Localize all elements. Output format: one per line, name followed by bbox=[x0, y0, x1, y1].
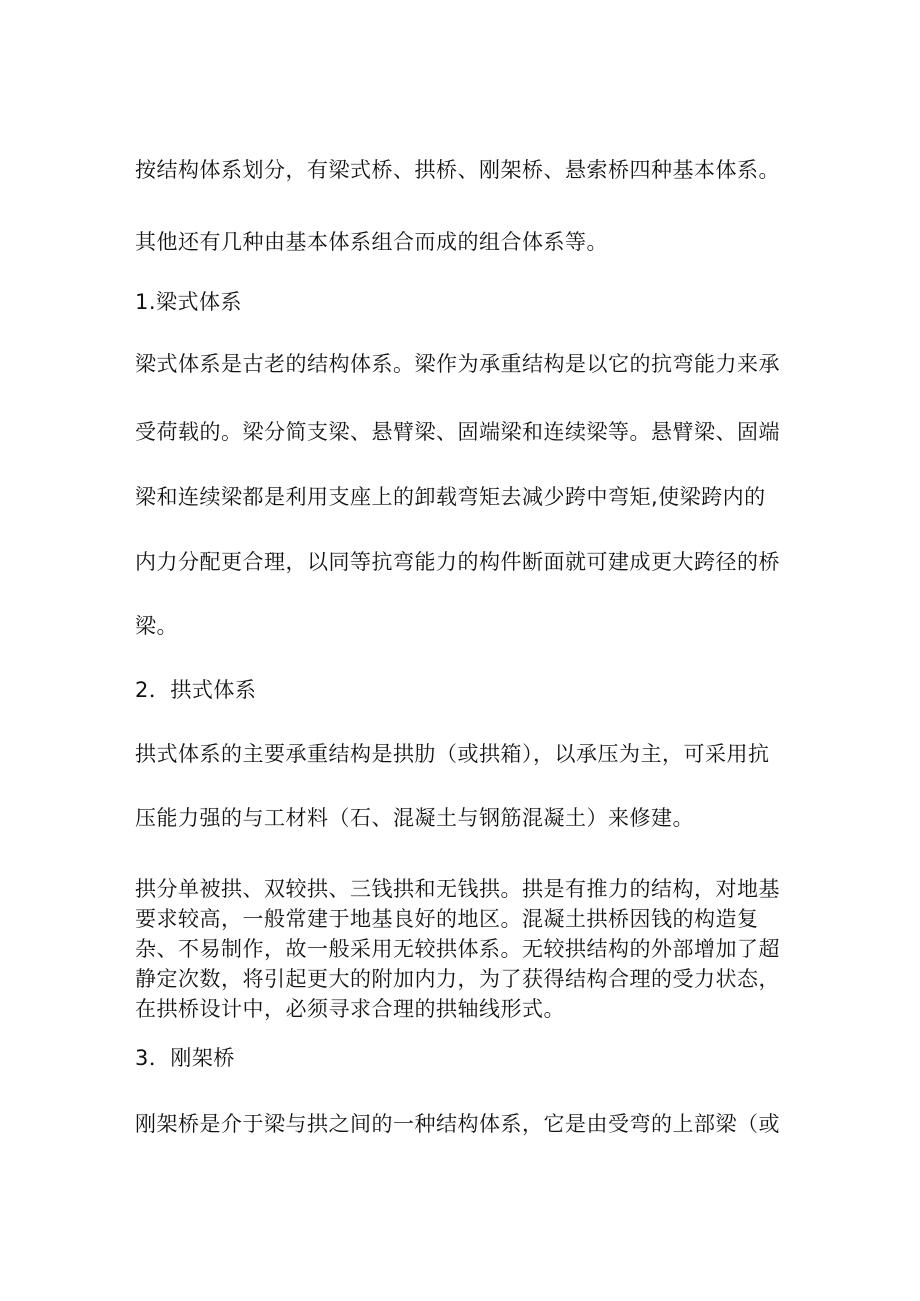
section-heading: 3．刚架桥 bbox=[135, 1046, 235, 1070]
paragraph-line: 刚架桥是介于梁与拱之间的一种结构体系，它是由受弯的上部梁（或 bbox=[135, 1112, 780, 1136]
paragraph-line: 梁式体系是古老的结构体系。梁作为承重结构是以它的抗弯能力来承 bbox=[135, 352, 780, 376]
paragraph-line: 内力分配更合理，以同等抗弯能力的构件断面就可建成更大跨径的桥 bbox=[135, 550, 780, 574]
section-heading: 2．拱式体系 bbox=[135, 678, 257, 702]
paragraph-line: 拱式体系的主要承重结构是拱肋（或拱箱），以承压为主，可采用抗 bbox=[135, 742, 770, 766]
paragraph-line: 梁。 bbox=[135, 614, 178, 638]
paragraph-line: 要求较高，一般常建于地基良好的地区。混凝土拱桥因钱的构造复 bbox=[135, 907, 759, 931]
paragraph-line: 受荷载的。梁分简支梁、悬臂梁、固端梁和连续梁等。悬臂梁、固端 bbox=[135, 420, 780, 444]
paragraph-line: 梁和连续梁都是利用支座上的卸载弯矩去减少跨中弯矩,使梁跨内的 bbox=[135, 485, 766, 509]
paragraph-line: 静定次数，将引起更大的附加内力，为了获得结构合理的受力状态， bbox=[135, 967, 780, 991]
paragraph-line: 杂、不易制作，故一般采用无较拱体系。无较拱结构的外部增加了超 bbox=[135, 937, 780, 961]
paragraph-line: 其他还有几种由基本体系组合而成的组合体系等。 bbox=[135, 230, 608, 254]
paragraph-line: 压能力强的与工材料（石、混凝土与钢筋混凝土）来修建。 bbox=[135, 806, 694, 830]
paragraph-line: 在拱桥设计中，必须寻求合理的拱轴线形式。 bbox=[135, 997, 565, 1021]
section-heading: 1.梁式体系 bbox=[135, 290, 243, 314]
paragraph-line: 拱分单被拱、双较拱、三钱拱和无钱拱。拱是有推力的结构，对地基 bbox=[135, 877, 780, 901]
paragraph-line: 按结构体系划分，有梁式桥、拱桥、刚架桥、悬索桥四种基本体系。 bbox=[135, 158, 780, 182]
dense-paragraph bbox=[135, 874, 795, 1024]
